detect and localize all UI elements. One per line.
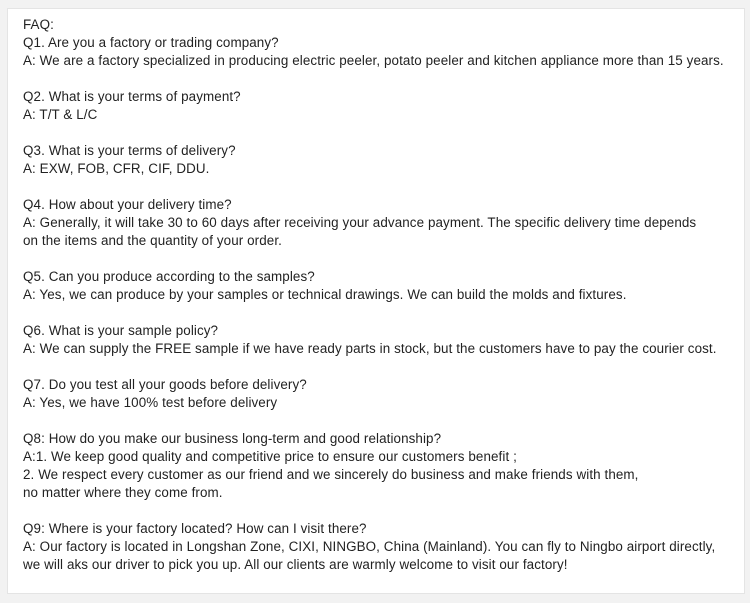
faq-section	[23, 16, 743, 574]
faq-item-q2	[23, 88, 743, 124]
faq-item-q6	[23, 322, 743, 358]
faq-item-q9	[23, 520, 743, 574]
faq-answer: A:1. We keep good quality and competitive price to ensure our customers benefit ;	[23, 449, 517, 464]
faq-question: Q1. Are you a factory or trading company?	[23, 35, 279, 50]
faq-answer: A: Yes, we can produce by your samples or technical drawings. We can build the molds and fixtures.	[23, 287, 627, 302]
faq-item-q3	[23, 142, 743, 178]
faq-question: Q2. What is your terms of payment?	[23, 89, 241, 104]
faq-question: Q9: Where is your factory located? How can I visit there?	[23, 521, 367, 536]
faq-answer: A: T/T & L/C	[23, 107, 98, 122]
faq-question: Q8: How do you make our business long-term and good relationship?	[23, 431, 442, 446]
faq-answer: A: We can supply the FREE sample if we have ready parts in stock, but the customers have to pay the courier cost.	[23, 341, 717, 356]
faq-item-q7	[23, 376, 743, 412]
faq-answer-continued: on the items and the quantity of your order.	[23, 233, 282, 248]
faq-question: Q4. How about your delivery time?	[23, 197, 232, 212]
faq-answer-continued: 2. We respect every customer as our friend and we sincerely do business and make friends with them,	[23, 467, 639, 482]
faq-answer: A: We are a factory specialized in producing electric peeler, potato peeler and kitchen appliance more than 15 years.	[23, 53, 724, 68]
faq-question: Q5. Can you produce according to the samples?	[23, 269, 315, 284]
faq-answer: A: Generally, it will take 30 to 60 days after receiving your advance payment. The specific delivery time depends	[23, 215, 697, 230]
faq-item-q1	[23, 34, 743, 70]
faq-question: Q3. What is your terms of delivery?	[23, 143, 236, 158]
faq-answer: A: Yes, we have 100% test before delivery	[23, 395, 278, 410]
faq-item-q4	[23, 196, 743, 250]
faq-item-q8	[23, 430, 743, 502]
faq-answer-continued: we will aks our driver to pick you up. All our clients are warmly welcome to visit our factory!	[23, 557, 568, 572]
faq-item-q5	[23, 268, 743, 304]
faq-question: Q7. Do you test all your goods before delivery?	[23, 377, 307, 392]
faq-answer-continued: no matter where they come from.	[23, 485, 223, 500]
faq-question: Q6. What is your sample policy?	[23, 323, 219, 338]
faq-heading: FAQ:	[23, 17, 54, 32]
faq-answer: A: Our factory is located in Longshan Zone, CIXI, NINGBO, China (Mainland). You can fly to Ningbo airport directly,	[23, 539, 716, 554]
faq-answer: A: EXW, FOB, CFR, CIF, DDU.	[23, 161, 210, 176]
